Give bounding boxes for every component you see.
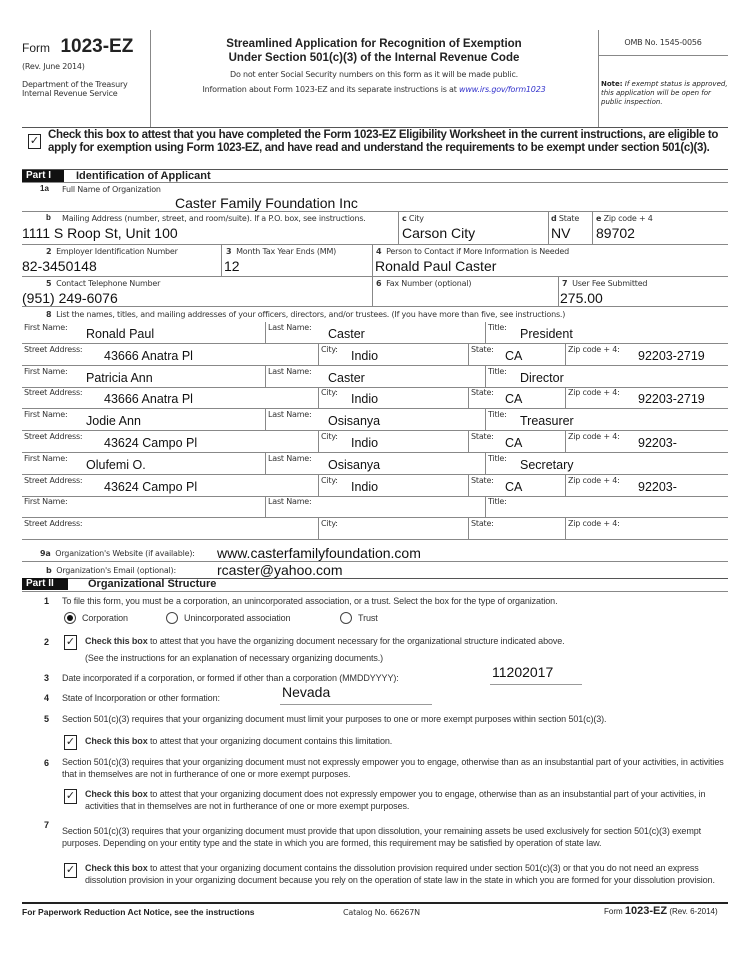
officer-city-field[interactable]: Indio — [351, 348, 379, 363]
q6-checkbox-text: to attest that your organizing document does not expressly empower you to engage, otherwise than as an insubstantial part of your activities, in activities that in themselves are not in furtherance of one or more exempt purposes. — [85, 789, 706, 811]
officer-city-cell — [318, 431, 468, 453]
ssn-note: Do not enter Social Security numbers on this form as it will be made public. — [229, 70, 519, 79]
address-label: Mailing Address (number, street, and room/suite). If a P.O. box, see instructions. — [62, 214, 366, 223]
officer-last-name-label: Last Name: — [268, 323, 312, 332]
q1-text: To file this form, you must be a corporation, an unincorporated association, or a trust. Select the box for the type of organization. — [62, 596, 558, 606]
contact-label: Person to Contact if More Information is Needed — [386, 247, 569, 256]
phone-field[interactable]: (951) 249-6076 — [22, 290, 118, 306]
l7-num: 7 — [562, 279, 568, 288]
officer-state-field[interactable]: CA — [505, 348, 523, 363]
officer-title-label: Title: — [488, 366, 507, 376]
q4-text: State of Incorporation or other formation: — [62, 693, 220, 703]
month-field[interactable]: 12 — [224, 258, 240, 274]
city-label: City — [408, 214, 424, 223]
q7-checkbox[interactable]: ✓ — [65, 864, 76, 876]
officer-title-field[interactable]: President — [520, 327, 573, 341]
officer-first-name-cell — [22, 453, 265, 475]
officer-zip-label: Zip code + 4: — [568, 388, 620, 398]
officer-title-field[interactable]: Treasurer — [520, 414, 574, 429]
dept-line2: Internal Revenue Service — [22, 89, 118, 98]
label-trust: Trust — [358, 613, 378, 623]
officer-title-field[interactable]: Director — [520, 370, 564, 385]
officer-first-name-label: First Name: — [24, 410, 68, 420]
q2-checkbox[interactable]: ✓ — [65, 636, 76, 648]
q7-checkbox-text: to attest that your organizing document contains the dissolution provision required under section 501(c)(3) or that you do not need an express dissolution provision in your organizing document because you rely on the operation of state law in the state in which you are formed for your dissolution provision. — [85, 863, 715, 885]
ein-label: Employer Identification Number — [56, 247, 178, 256]
officer-zip-field[interactable]: 92203-2719 — [638, 392, 705, 407]
q3-num: 3 — [44, 673, 50, 683]
officer-state-cell — [468, 475, 565, 497]
q5-bold: Check this box — [85, 736, 148, 746]
note-text: If exempt status is approved, this application will be open for public inspection. — [601, 80, 728, 106]
q7-num: 7 — [44, 820, 50, 830]
officer-zip-cell — [565, 518, 728, 540]
officer-first-name-field[interactable]: Patricia Ann — [86, 370, 153, 385]
radio-corporation[interactable] — [64, 612, 76, 624]
officers-label: List the names, titles, and mailing addresses of your officers, directors, and/or trustees. (If you have more than five, see instructions.) — [56, 310, 566, 319]
q6-checkbox[interactable]: ✓ — [65, 790, 76, 802]
public-note — [601, 80, 729, 107]
l4-num: 4 — [376, 247, 382, 256]
officer-state-cell — [468, 518, 565, 540]
officer-first-name-field[interactable]: Olufemi O. — [86, 457, 146, 472]
officer-title-cell — [485, 322, 728, 344]
q5-text: Section 501(c)(3) requires that your organizing document must limit your purposes to one or more exempt purposes within section 501(c)(3). — [62, 714, 607, 724]
q7-text: Section 501(c)(3) requires that your organizing document must provide that upon dissolution, your remaining assets be used exclusively for section 501(c)(3) exempt purposes. Depending on your entity type and the state in which you are formed, this requirement may be satisfied by operation of state law. — [62, 826, 702, 848]
officer-zip-field[interactable]: 92203- — [638, 436, 677, 450]
q1-num: 1 — [44, 596, 50, 606]
officer-title-cell — [485, 453, 728, 475]
officer-city-label: City: — [321, 344, 338, 354]
form-id — [22, 36, 133, 58]
q5-num: 5 — [44, 714, 50, 724]
q5-checkbox-text: to attest that your organizing document contains this limitation. — [147, 736, 393, 746]
phone-label: Contact Telephone Number — [56, 279, 161, 288]
form-title — [150, 38, 598, 94]
officer-first-name-label: First Name: — [24, 453, 68, 463]
officer-city-label: City: — [321, 519, 338, 529]
officer-zip-field[interactable]: 92203-2719 — [638, 348, 705, 363]
revision: (Rev. June 2014) — [22, 62, 85, 71]
officer-state-label: State: — [471, 344, 494, 354]
officer-state-cell — [468, 387, 565, 409]
officer-street-address-field[interactable]: 43624 Campo Pl — [104, 479, 198, 494]
officer-city-cell — [318, 387, 468, 409]
officer-first-name-cell — [22, 496, 265, 518]
officer-street-address-field[interactable]: 43624 Campo Pl — [104, 436, 198, 450]
officer-title-cell — [485, 496, 728, 518]
state-incorporation-field[interactable]: Nevada — [282, 684, 331, 700]
title-line1: Streamlined Application for Recognition of Exemption — [226, 38, 522, 50]
label-corporation: Corporation — [82, 613, 128, 623]
officer-state-label: State: — [471, 388, 494, 398]
officer-last-name-label: Last Name: — [268, 497, 312, 507]
officer-street-address-field[interactable]: 43666 Anatra Pl — [104, 348, 193, 363]
officer-title-cell — [485, 409, 728, 431]
city-field[interactable]: Carson City — [402, 225, 476, 241]
title-line2: Under Section 501(c)(3) of the Internal Revenue Code — [228, 52, 520, 64]
officer-first-name-label: First Name: — [24, 497, 68, 507]
officer-state-field[interactable]: CA — [505, 479, 523, 494]
l9b-num: b — [46, 566, 52, 575]
officer-street-address-cell — [22, 344, 318, 366]
org-name-field[interactable]: Caster Family Foundation Inc — [175, 195, 358, 211]
officer-zip-cell — [565, 431, 728, 453]
state-label: State — [558, 214, 580, 223]
zip-label: Zip code + 4 — [603, 214, 653, 223]
email-field[interactable]: rcaster@yahoo.com — [217, 562, 343, 578]
q2-num: 2 — [44, 637, 50, 647]
l1a-num: 1a — [40, 184, 49, 193]
officers-table — [22, 322, 728, 540]
part1-title: Identification of Applicant — [76, 170, 211, 182]
eligibility-checkbox[interactable]: ✓ — [29, 135, 40, 147]
officer-zip-cell — [565, 344, 728, 366]
lc-num: c — [402, 214, 407, 223]
officer-last-name-cell — [265, 409, 485, 431]
fee-label: User Fee Submitted — [572, 279, 648, 288]
officer-city-label: City: — [321, 475, 338, 485]
form-word: Form — [22, 41, 50, 55]
q3-text: Date incorporated if a corporation, or formed if other than a corporation (MMDDYYYY): — [62, 673, 399, 683]
officer-last-name-cell — [265, 496, 485, 518]
officer-last-name-cell — [265, 322, 485, 344]
officer-last-name-field[interactable]: Caster — [328, 327, 365, 341]
officer-state-cell — [468, 431, 565, 453]
q7-bold: Check this box — [85, 863, 148, 873]
officer-zip-label: Zip code + 4: — [568, 344, 620, 354]
officer-last-name-field[interactable]: Caster — [328, 370, 365, 385]
label-unincorporated: Unincorporated association — [184, 613, 291, 623]
contact-field[interactable]: Ronald Paul Caster — [375, 258, 497, 274]
q6-text: Section 501(c)(3) requires that your organizing document must not expressly empower you to engage, otherwise than as an insubstantial part of your activities, in activities that in themselves are not in furtherance of one or more exempt purposes. — [62, 757, 724, 779]
officer-last-name-cell — [265, 453, 485, 475]
footer-form-id — [604, 905, 718, 917]
l5-num: 5 — [46, 279, 52, 288]
officer-street-address-label: Street Address: — [24, 432, 83, 441]
q2-bold: Check this box — [85, 636, 148, 646]
q4-num: 4 — [44, 693, 50, 703]
info-text: Information about Form 1023-EZ and its separate instructions is at — [202, 85, 457, 94]
radio-unincorporated[interactable] — [166, 612, 178, 624]
q5-checkbox[interactable]: ✓ — [65, 736, 76, 748]
officer-last-name-label: Last Name: — [268, 453, 312, 463]
q2-subtext: (See the instructions for an explanation of necessary organizing documents.) — [85, 653, 384, 663]
dept-line1: Department of the Treasury — [22, 80, 128, 89]
email-label: Organization's Email (optional): — [56, 566, 176, 575]
officer-city-label: City: — [321, 432, 338, 441]
q6-bold: Check this box — [85, 789, 148, 799]
officer-city-cell — [318, 344, 468, 366]
eligibility-attest-text: Check this box to attest that you have completed the Form 1023-EZ Eligibility Worksheet in the current instructions, are eligible to apply for exemption using Form 1023-EZ, and have read and understand the requirements to be exempt under section 501(c)(3). — [48, 129, 719, 154]
q6-num: 6 — [44, 758, 50, 768]
officer-zip-cell — [565, 387, 728, 409]
dept — [22, 80, 147, 98]
officer-street-address-field[interactable]: 43666 Anatra Pl — [104, 392, 193, 407]
officer-state-cell — [468, 344, 565, 366]
officer-title-label: Title: — [488, 497, 507, 507]
officer-street-address-label: Street Address: — [24, 388, 83, 398]
officer-first-name-cell — [22, 409, 265, 431]
officer-street-address-cell — [22, 431, 318, 453]
officer-street-address-cell — [22, 387, 318, 409]
officer-title-cell — [485, 366, 728, 388]
radio-trust[interactable] — [340, 612, 352, 624]
footer-form-word: Form — [604, 907, 623, 916]
l2-num: 2 — [46, 247, 52, 256]
fee-field[interactable]: 275.00 — [560, 290, 603, 306]
officer-city-field[interactable]: Indio — [351, 392, 379, 407]
catalog-number: Catalog No. 66267N — [343, 908, 420, 917]
note-bold: Note: — [601, 80, 623, 88]
officer-zip-cell — [565, 475, 728, 497]
org-name-label: Full Name of Organization — [62, 185, 161, 194]
l6-num: 6 — [376, 279, 382, 288]
part2-title: Organizational Structure — [88, 578, 217, 590]
officer-last-name-label: Last Name: — [268, 366, 312, 376]
officer-last-name-field[interactable]: Osisanya — [328, 457, 381, 472]
officer-last-name-label: Last Name: — [268, 410, 312, 420]
officer-first-name-field[interactable]: Ronald Paul — [86, 327, 155, 341]
officer-last-name-field[interactable]: Osisanya — [328, 414, 381, 429]
footer-rev: (Rev. 6-2014) — [669, 907, 718, 916]
le-num: e — [596, 214, 602, 223]
officer-street-address-cell — [22, 475, 318, 497]
officer-state-field[interactable]: CA — [505, 436, 523, 450]
l3-num: 3 — [226, 247, 232, 256]
l8-num: 8 — [46, 310, 52, 319]
irs-link[interactable]: www.irs.gov/form1023 — [459, 85, 546, 94]
date-incorporated-field[interactable]: 11202017 — [492, 664, 554, 680]
lb-num: b — [46, 213, 51, 222]
website-label: Organization's Website (if available): — [55, 549, 195, 558]
officer-street-address-label: Street Address: — [24, 519, 83, 529]
officer-title-label: Title: — [488, 323, 507, 332]
officer-street-address-cell — [22, 518, 318, 540]
ein-field[interactable]: 82-3450148 — [22, 258, 97, 274]
footer-form-number: 1023-EZ — [624, 905, 668, 917]
officer-first-name-cell — [22, 322, 265, 344]
officer-last-name-cell — [265, 366, 485, 388]
state-field[interactable]: NV — [551, 225, 571, 241]
q2-text: to attest that you have the organizing document necessary for the organizational structure indicated above. — [147, 636, 565, 646]
officer-state-label: State: — [471, 519, 494, 529]
officer-title-field[interactable]: Secretary — [520, 457, 574, 472]
l9a-num: 9a — [40, 549, 51, 558]
officer-first-name-field[interactable]: Jodie Ann — [86, 414, 141, 429]
officer-city-label: City: — [321, 388, 338, 398]
officer-first-name-label: First Name: — [24, 323, 68, 332]
officer-state-field[interactable]: CA — [505, 392, 523, 407]
zip-field[interactable]: 89702 — [596, 225, 635, 241]
officer-zip-label: Zip code + 4: — [568, 475, 620, 485]
officer-city-field[interactable]: Indio — [351, 436, 379, 450]
officer-street-address-label: Street Address: — [24, 344, 83, 354]
officer-first-name-cell — [22, 366, 265, 388]
officer-title-label: Title: — [488, 453, 507, 463]
ld-num: d — [551, 214, 557, 223]
officer-city-cell — [318, 475, 468, 497]
officer-title-label: Title: — [488, 410, 507, 420]
paperwork-notice: For Paperwork Reduction Act Notice, see the instructions — [22, 907, 255, 917]
part2-tag: Part II — [22, 578, 68, 590]
officer-first-name-label: First Name: — [24, 366, 68, 376]
officer-state-label: State: — [471, 432, 494, 441]
officer-zip-label: Zip code + 4: — [568, 519, 620, 529]
address-field[interactable]: 1111 S Roop St, Unit 100 — [22, 225, 178, 241]
omb-number: OMB No. 1545-0056 — [624, 38, 702, 47]
officer-zip-label: Zip code + 4: — [568, 432, 620, 441]
officer-zip-field[interactable]: 92203- — [638, 479, 677, 494]
part1-tag: Part I — [22, 170, 64, 182]
officer-city-cell — [318, 518, 468, 540]
officer-city-field[interactable]: Indio — [351, 479, 379, 494]
fax-label: Fax Number (optional) — [386, 279, 472, 288]
officer-street-address-label: Street Address: — [24, 475, 83, 485]
officer-state-label: State: — [471, 475, 494, 485]
website-field[interactable]: www.casterfamilyfoundation.com — [217, 545, 421, 561]
month-label: Month Tax Year Ends (MM) — [236, 247, 337, 256]
form-number: 1023-EZ — [60, 36, 134, 57]
